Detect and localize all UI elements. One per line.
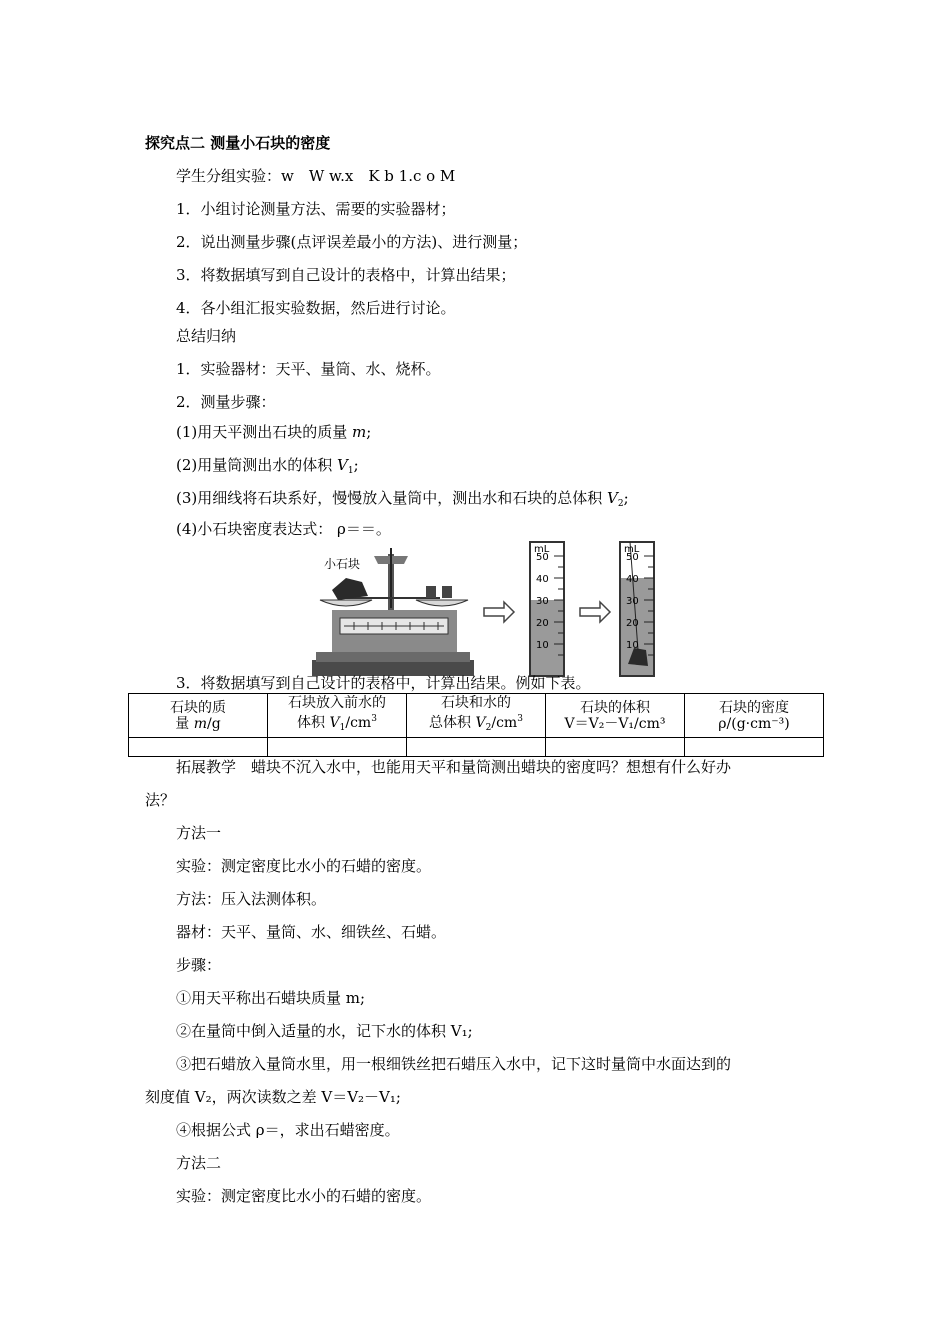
step-line-1: 1．小组讨论测量方法、需要的实验器材；: [176, 200, 456, 218]
summary-equipment: 1．实验器材：天平、量筒、水、烧杯。: [176, 360, 441, 378]
steps-label: 步骤：: [176, 956, 222, 974]
extension-line-1: 拓展教学 蜡块不沉入水中，也能用天平和量筒测出蜡块的密度吗？想想有什么好办: [176, 758, 732, 776]
stone-label: 小石块: [324, 557, 361, 571]
method-step-1: ①用天平称出石蜡块质量 m;: [176, 989, 366, 1007]
tick-label: 10: [626, 640, 639, 651]
tick-label: 20: [536, 618, 549, 629]
method-step-3a: ③把石蜡放入量筒水里，用一根细铁丝把石蜡压入水中，记下这时量筒中水面达到的: [176, 1055, 732, 1073]
method-step-3b: 刻度值 V₂，两次读数之差 V＝V₂－V₁;: [145, 1088, 401, 1106]
step-line-4: 4．各小组汇报实验数据，然后进行讨论。: [176, 299, 456, 317]
table-cell[interactable]: [129, 738, 268, 757]
substep-2-text: (2)用量筒测出水的体积: [176, 456, 338, 474]
summary-title: 总结归纳: [176, 327, 237, 345]
substep-2-end: ;: [353, 456, 359, 474]
substep-3: [176, 488, 629, 514]
table-cell[interactable]: [685, 738, 824, 757]
arrow-icon: [484, 602, 514, 622]
var-v2-sub: 2: [617, 499, 624, 509]
tick-label: 20: [626, 618, 639, 629]
table-row: [129, 738, 824, 757]
var-m: m: [352, 423, 367, 441]
method-step-4: ④根据公式 ρ＝，求出石蜡密度。: [176, 1121, 400, 1139]
table-cell[interactable]: [546, 738, 685, 757]
substep-2: [176, 455, 359, 481]
step-line-3: 3．将数据填写到自己设计的表格中，计算出结果；: [176, 266, 516, 284]
tick-label: 30: [536, 596, 549, 607]
tick-label: 50: [626, 552, 639, 563]
substep-1-end: ;: [366, 423, 372, 441]
var-v1: V: [337, 456, 348, 474]
tick-label: 40: [626, 574, 639, 585]
equipment-line: 器材：天平、量筒、水、细铁丝、石蜡。: [176, 923, 447, 941]
summary-steps-label: 2．测量步骤：: [176, 393, 276, 411]
balance-illustration: [312, 548, 474, 676]
tick-label: 40: [536, 574, 549, 585]
tick-label: 30: [626, 596, 639, 607]
header-volume-before: 石块放入前水的 体积 $V_1/cm^3$: [268, 694, 407, 738]
measuring-cylinder-before: [530, 542, 564, 676]
unit-label: mL: [624, 544, 640, 555]
arrow-icon: [580, 602, 610, 622]
table-cell[interactable]: [407, 738, 546, 757]
method2-title: 方法二: [176, 1154, 222, 1172]
step-line-2: 2．说出测量步骤(点评误差最小的方法)、进行测量；: [176, 233, 528, 251]
var-v1-sub: 1: [347, 466, 354, 476]
tick-label: 10: [536, 640, 549, 651]
substep-4: (4)小石块密度表达式： ρ＝＝。: [176, 520, 391, 538]
intro-line: 学生分组实验：w W w.x K b 1.c o M: [176, 167, 456, 185]
substep-3-text: (3)用细线将石块系好，慢慢放入量筒中，测出水和石块的总体积: [176, 489, 608, 507]
method1-description: 方法：压入法测体积。: [176, 890, 327, 908]
substep-1-text: (1)用天平测出石块的质量: [176, 423, 353, 441]
table-header-row: [129, 694, 824, 738]
section-heading: 探究点二 测量小石块的密度: [145, 134, 331, 152]
experiment-1: 实验：测定密度比水小的石蜡的密度。: [176, 857, 432, 875]
step3-table-line: 3．将数据填写到自己设计的表格中，计算出结果。例如下表。: [176, 674, 591, 692]
var-v2: V: [607, 489, 618, 507]
header-stone-volume: 石块的体积 V＝V₂－V₁/cm³: [546, 694, 685, 738]
substep-1: [176, 422, 371, 442]
header-mass: 石块的质 量 m/g: [129, 694, 268, 738]
data-table: [128, 693, 824, 757]
unit-label: mL: [534, 544, 550, 555]
extension-line-2: 法？: [145, 791, 176, 809]
substep-3-end: ;: [623, 489, 629, 507]
experiment-2: 实验：测定密度比水小的石蜡的密度。: [176, 1187, 432, 1205]
table-cell[interactable]: [268, 738, 407, 757]
header-total-volume: 石块和水的 总体积 $V_2/cm^3$: [407, 694, 546, 738]
header-density: 石块的密度 ρ/(g·cm⁻³): [685, 694, 824, 738]
method1-title: 方法一: [176, 824, 222, 842]
method-step-2: ②在量筒中倒入适量的水，记下水的体积 V₁;: [176, 1022, 473, 1040]
tick-label: 50: [536, 552, 549, 563]
measuring-cylinder-after: [620, 542, 654, 676]
experiment-figure: [312, 538, 687, 680]
